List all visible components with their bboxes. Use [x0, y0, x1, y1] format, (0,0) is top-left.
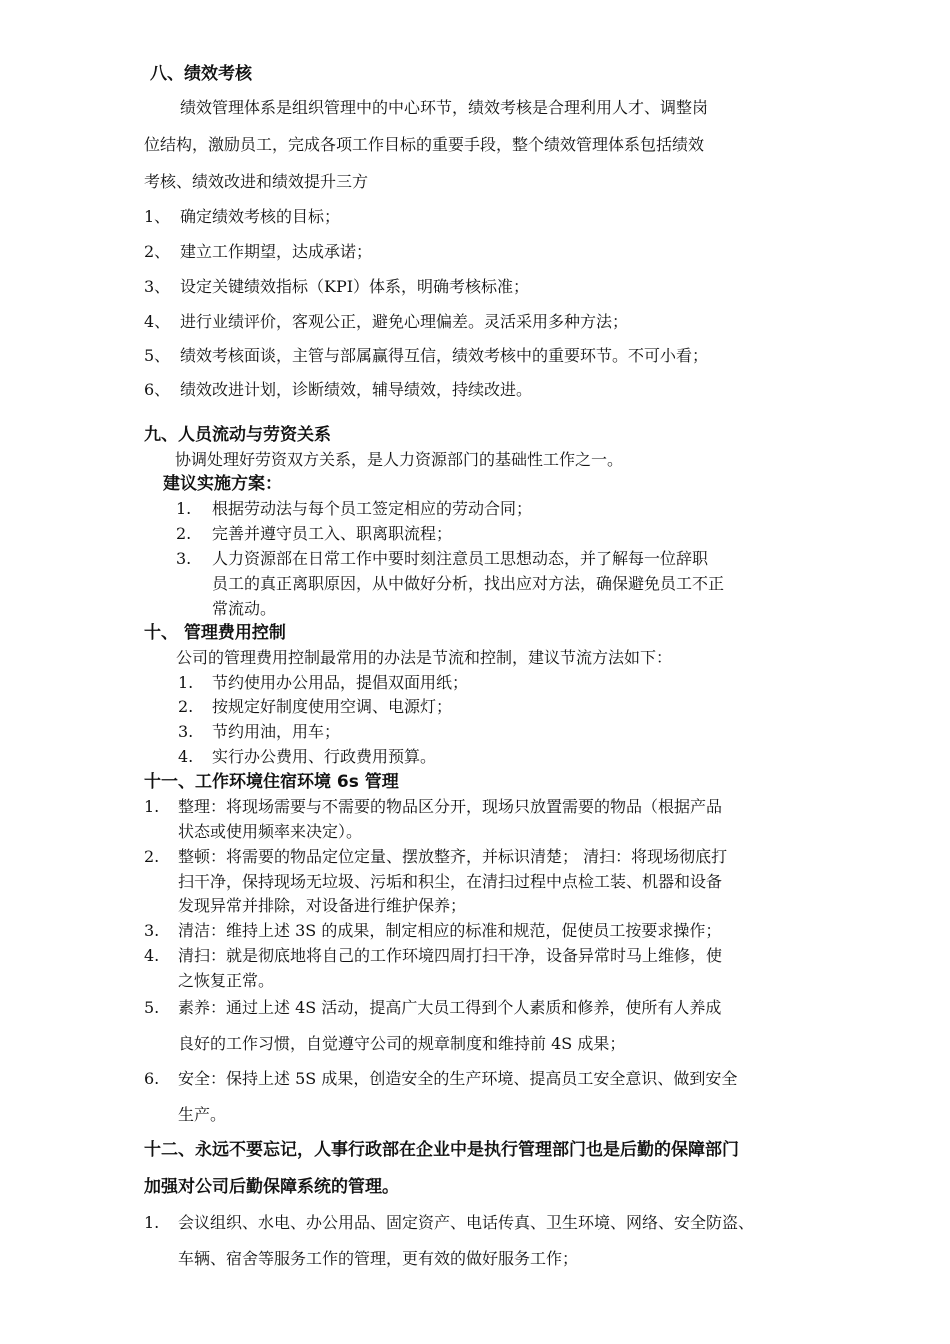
section-11-item-1-line-2: 状态或使用频率来决定）。	[178, 822, 363, 841]
section-8-item-5-num: 5、	[144, 346, 171, 365]
section-8-item-3-num: 3、	[144, 277, 171, 296]
section-11-item-2-line-3: 发现异常并排除，对设备进行维护保养；	[178, 896, 467, 915]
section-12-item-1-line-1: 会议组织、水电、办公用品、固定资产、电话传真、卫生环境、网络、安全防盗、	[178, 1213, 755, 1232]
section-9-item-1-num: 1.	[176, 499, 192, 518]
section-11-item-4-num: 4.	[144, 946, 160, 965]
section-9-item-3-line-3: 常流动。	[212, 599, 277, 618]
section-8-item-4: 进行业绩评价，客观公正，避免心理偏差。灵活采用多种方法；	[180, 312, 629, 331]
section-11-item-2-line-1: 整顿：将需要的物品定位定量、摆放整齐，并标识清楚； 清扫：将现场彻底打	[178, 847, 728, 866]
section-10-item-2-num: 2.	[178, 697, 194, 716]
section-8-item-5: 绩效考核面谈，主管与部属赢得互信，绩效考核中的重要环节。不可小看；	[180, 346, 709, 365]
section-8-item-1: 确定绩效考核的目标；	[180, 207, 341, 226]
section-12-item-1-num: 1.	[144, 1213, 160, 1232]
section-9-item-2-num: 2.	[176, 524, 192, 543]
section-11-item-5-line-1: 素养：通过上述 4S 活动，提高广大员工得到个人素质和修养，使所有人养成	[178, 998, 722, 1017]
section-11-item-6-line-2: 生产。	[178, 1105, 227, 1124]
section-9-item-3-line-1: 人力资源部在日常工作中要时刻注意员工思想动态，并了解每一位辞职	[212, 549, 709, 568]
section-8-para-line-1: 绩效管理体系是组织管理中的中心环节，绩效考核是合理利用人才、调整岗	[180, 98, 709, 117]
section-12-heading-line-2: 加强对公司后勤保障系统的管理。	[144, 1177, 399, 1197]
section-9-item-2: 完善并遵守员工入、职离职流程；	[212, 524, 453, 543]
section-8-item-3: 设定关键绩效指标（KPI）体系，明确考核标准；	[180, 277, 530, 296]
section-8-item-6-num: 6、	[144, 380, 171, 399]
section-11-item-4-line-1: 清扫：就是彻底地将自己的工作环境四周打扫干净，设备异常时马上维修，使	[178, 946, 723, 965]
section-9-heading: 九、人员流动与劳资关系	[144, 425, 331, 445]
section-11-item-3: 清洁：维持上述 3S 的成果，制定相应的标准和规范，促使员工按要求操作；	[178, 921, 722, 940]
section-8-heading: 八、绩效考核	[150, 64, 252, 84]
section-8-item-2-num: 2、	[144, 242, 171, 261]
section-10-intro: 公司的管理费用控制最常用的办法是节流和控制，建议节流方法如下：	[176, 648, 673, 667]
section-11-item-5-num: 5.	[144, 998, 160, 1017]
section-10-item-3: 节约用油，用车；	[212, 722, 341, 741]
section-11-item-2-line-2: 扫干净，保持现场无垃圾、污垢和积尘，在清扫过程中点检工装、机器和设备	[178, 872, 723, 891]
section-10-item-2: 按规定好制度使用空调、电源灯；	[212, 697, 453, 716]
section-9-item-3-num: 3.	[176, 549, 192, 568]
section-8-item-4-num: 4、	[144, 312, 171, 331]
section-10-item-1-num: 1.	[178, 673, 194, 692]
section-11-item-6-line-1: 安全：保持上述 5S 成果，创造安全的生产环境、提高员工安全意识、做到安全	[178, 1069, 738, 1088]
section-9-item-3-line-2: 员工的真正离职原因，从中做好分析，找出应对方法，确保避免员工不正	[212, 574, 725, 593]
section-10-item-4-num: 4.	[178, 747, 194, 766]
section-11-item-6-num: 6.	[144, 1069, 160, 1088]
section-11-item-1-num: 1.	[144, 797, 160, 816]
section-10-item-1: 节约使用办公用品，提倡双面用纸；	[212, 673, 469, 692]
section-11-item-3-num: 3.	[144, 921, 160, 940]
section-9-sub-heading: 建议实施方案：	[163, 474, 282, 494]
section-10-item-4: 实行办公费用、行政费用预算。	[212, 747, 437, 766]
section-8-item-2: 建立工作期望，达成承诺；	[180, 242, 373, 261]
section-11-item-5-line-2: 良好的工作习惯，自觉遵守公司的规章制度和维持前 4S 成果；	[178, 1034, 626, 1053]
section-11-item-4-line-2: 之恢复正常。	[178, 971, 275, 990]
section-11-item-1-line-1: 整理：将现场需要与不需要的物品区分开，现场只放置需要的物品（根据产品	[178, 797, 723, 816]
section-10-heading: 十、 管理费用控制	[144, 623, 286, 643]
section-11-heading: 十一、工作环境住宿环境 6s 管理	[144, 772, 399, 792]
section-8-para-line-2: 位结构，激励员工，完成各项工作目标的重要手段，整个绩效管理体系包括绩效	[144, 135, 705, 154]
section-12-item-1-line-2: 车辆、宿舍等服务工作的管理，更有效的做好服务工作；	[178, 1249, 579, 1268]
section-8-item-1-num: 1、	[144, 207, 171, 226]
section-8-para-line-3: 考核、绩效改进和绩效提升三方	[144, 172, 369, 191]
section-9-item-1: 根据劳动法与每个员工签定相应的劳动合同；	[212, 499, 533, 518]
section-10-item-3-num: 3.	[178, 722, 194, 741]
section-9-intro: 协调处理好劳资双方关系，是人力资源部门的基础性工作之一。	[175, 450, 624, 469]
section-8-item-6: 绩效改进计划，诊断绩效，辅导绩效，持续改进。	[180, 380, 533, 399]
section-12-heading-line-1: 十二、永远不要忘记，人事行政部在企业中是执行管理部门也是后勤的保障部门	[144, 1140, 739, 1160]
section-11-item-2-num: 2.	[144, 847, 160, 866]
